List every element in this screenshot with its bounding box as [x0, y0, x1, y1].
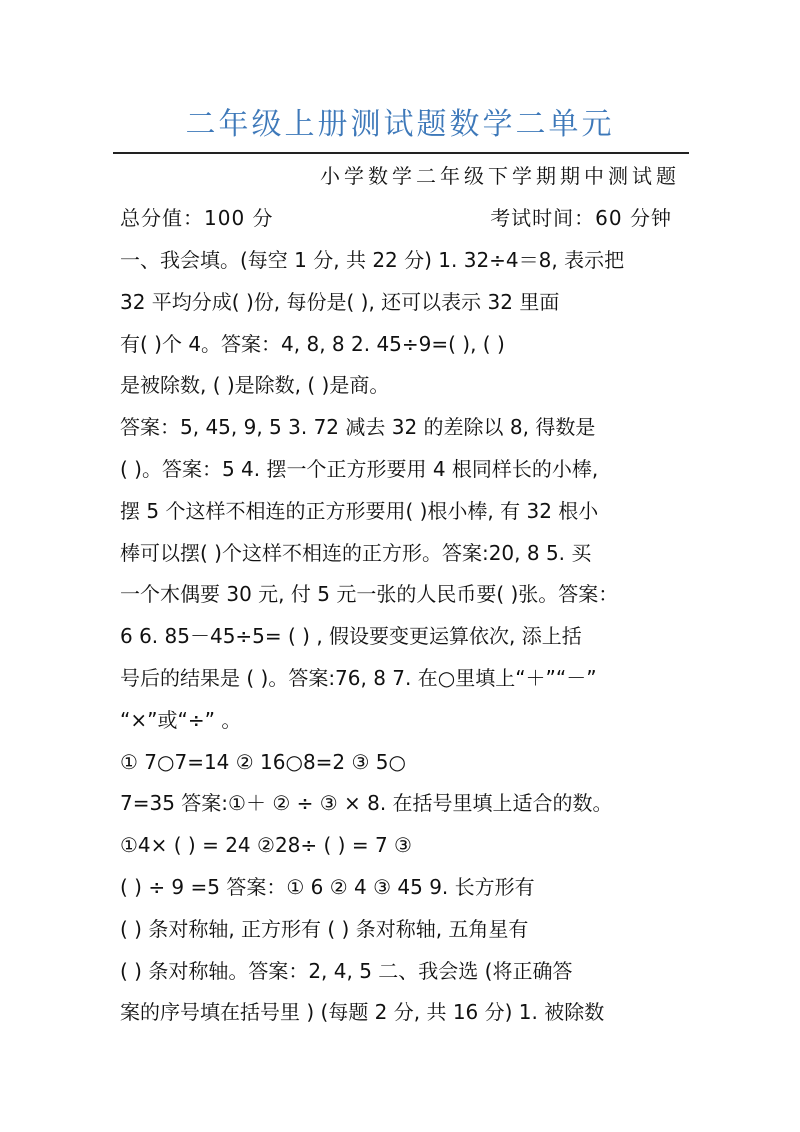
total-score: 总分值：100 分	[120, 206, 274, 230]
body-line: ( ) 条对称轴。答案：2, 4, 5 二、我会选 (将正确答	[120, 959, 573, 983]
body-line: 案的序号填在括号里 ) (每题 2 分, 共 16 分) 1. 被除数	[120, 1000, 605, 1024]
body-line: 7=35 答案:①＋ ② ÷ ③ × 8. 在括号里填上适合的数。	[120, 791, 613, 815]
title-divider	[113, 152, 689, 154]
body-line: ( ) 条对称轴, 正方形有 ( ) 条对称轴, 五角星有	[120, 917, 529, 941]
body-line: 一个木偶要 30 元, 付 5 元一张的人民币要( )张。答案：	[120, 582, 619, 606]
body-line: 一、我会填。(每空 1 分, 共 22 分) 1. 32÷4＝8, 表示把	[120, 248, 625, 272]
body-line: 摆 5 个这样不相连的正方形要用( )根小棒, 有 32 根小	[120, 499, 599, 523]
body-line: ( )。答案：5 4. 摆一个正方形要用 4 根同样长的小棒,	[120, 457, 599, 481]
body-line: 棒可以摆( )个这样不相连的正方形。答案:20, 8 5. 买	[120, 541, 592, 565]
body-line: 6 6. 85－45÷5= ( ) , 假设要变更运算依次, 添上括	[120, 624, 582, 648]
body-line: 号后的结果是 ( )。答案:76, 8 7. 在○里填上“＋”“－”	[120, 666, 597, 690]
body-line: ① 7○7=14 ② 16○8=2 ③ 5○	[120, 750, 406, 774]
body-line: 答案：5, 45, 9, 5 3. 72 减去 32 的差除以 8, 得数是	[120, 415, 596, 439]
body-line: ( ) ÷ 9 =5 答案：① 6 ② 4 ③ 45 9. 长方形有	[120, 875, 535, 899]
body-line: ①4× ( ) = 24 ②28÷ ( ) = 7 ③	[120, 833, 412, 857]
document-title: 二年级上册测试题数学二单元	[185, 107, 615, 142]
document-subtitle: 小学数学二年级下学期期中测试题	[320, 164, 680, 188]
body-line: 32 平均分成( )份, 每份是( ), 还可以表示 32 里面	[120, 290, 560, 314]
exam-time: 考试时间：60 分钟	[490, 206, 672, 230]
body-line: 是被除数, ( )是除数, ( )是商。	[120, 373, 390, 397]
body-line: 有( )个 4。答案：4, 8, 8 2. 45÷9=( ), ( )	[120, 332, 505, 356]
body-line: “×”或“÷” 。	[120, 708, 242, 732]
